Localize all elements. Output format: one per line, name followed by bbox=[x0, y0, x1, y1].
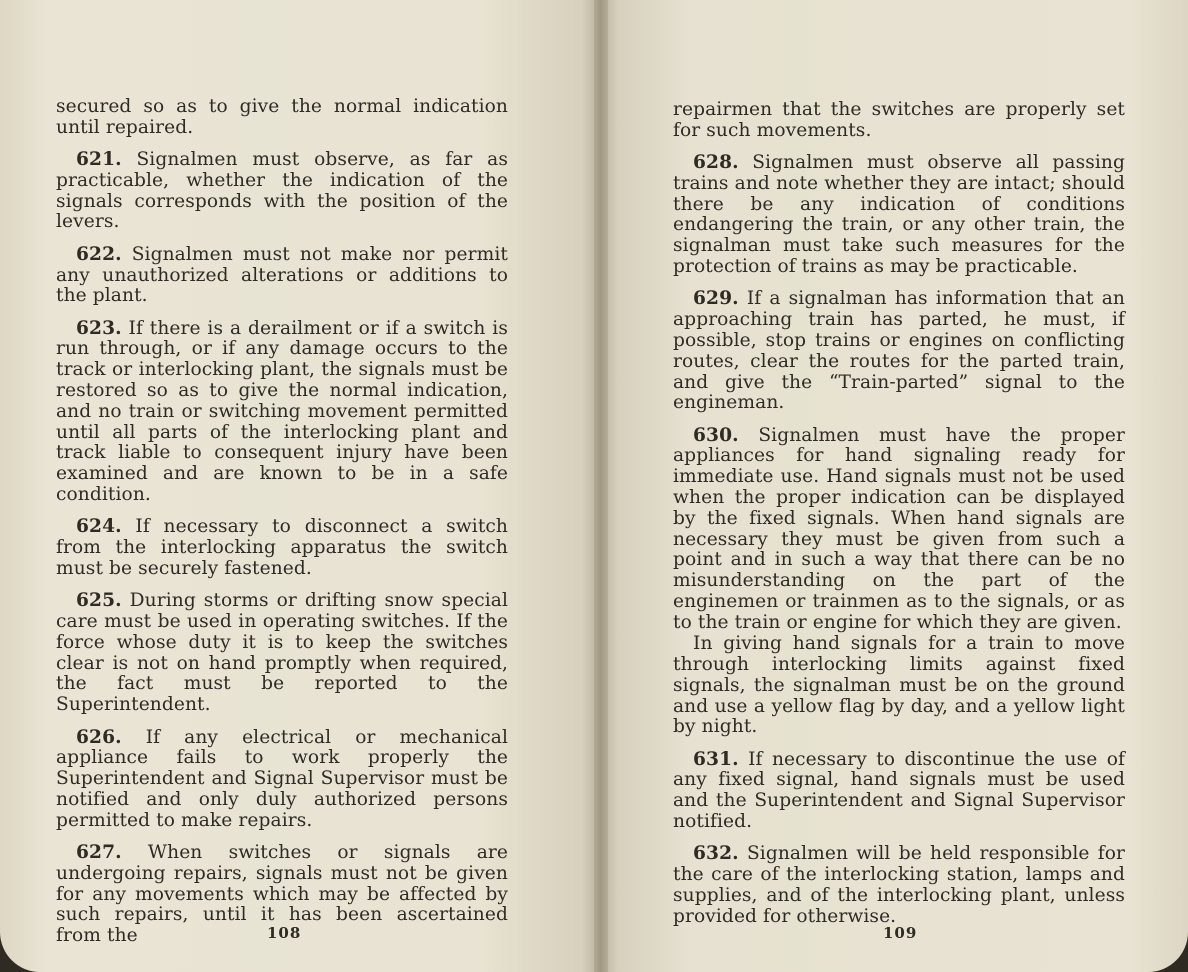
page-number: 109 bbox=[883, 924, 918, 942]
rule-text: repairmen that the switches are properly set for such movements. bbox=[673, 99, 1125, 141]
paragraph bbox=[673, 100, 1125, 142]
paragraph bbox=[56, 591, 508, 716]
right-page bbox=[600, 0, 1188, 972]
rule-text: If any electrical or mechanical appliance fails to work properly the Superintendent and Signal Supervisor must be notified and only duly authorized persons permitted to make repairs. bbox=[56, 726, 508, 831]
rule-number: 625. bbox=[76, 590, 122, 612]
rule-number: 622. bbox=[76, 243, 122, 265]
rule-text: If necessary to discontinue the use of any fixed signal, hand signals must be used and the Superintendent and Signal Supervisor notified. bbox=[673, 748, 1126, 832]
rule-number: 630. bbox=[693, 424, 739, 446]
paragraph bbox=[673, 153, 1125, 278]
book-spine-gutter bbox=[594, 0, 608, 972]
left-page-text bbox=[56, 97, 508, 958]
rule-number: 628. bbox=[693, 152, 739, 174]
rule-number: 631. bbox=[693, 748, 739, 770]
rule-text: If a signalman has information that an approaching train has parted, he must, if possible, stop trains or engines on conflicting routes, clear the routes for the parted train, and give the “Train-parted” signal to the engineman. bbox=[673, 288, 1125, 414]
rule-text: Signalmen must observe all passing trains and note whether they are intact; should there be any indication of conditions endangering the train, or any other train, the signalman must take such measures for the protection of trains as may be practicable. bbox=[673, 152, 1125, 278]
paragraph bbox=[673, 289, 1125, 414]
paragraph bbox=[56, 150, 508, 233]
paragraph bbox=[673, 426, 1125, 634]
paragraph bbox=[56, 728, 508, 832]
rule-text: When switches or signals are undergoing repairs, signals must not be given for any movements which may be affected by such repairs, until it has been ascertained from the bbox=[56, 842, 508, 947]
rule-text: During storms or drifting snow special care must be used in operating switches. If the force whose duty it is to keep the switches clear is not on hand promptly when required, the fact must be reported to the Superintendent. bbox=[56, 590, 508, 716]
rule-number: 623. bbox=[76, 317, 122, 339]
rule-number: 627. bbox=[76, 842, 122, 863]
rule-text: In giving hand signals for a train to move through interlocking limits against fixed signals, the signalman must be on the ground and use a yellow flag by day, and a yellow light by night. bbox=[673, 633, 1125, 738]
rule-text: If there is a derailment or if a switch is run through, or if any damage occurs to the track or interlocking plant, the signals must be restored so as to give the normal indication, and no train or switching movement permitted until all parts of the interlocking plant and track liable to consequent injury have been examined and are known to be in a safe condition. bbox=[56, 317, 508, 506]
paragraph bbox=[673, 750, 1125, 833]
rule-number: 632. bbox=[693, 843, 739, 865]
paragraph bbox=[56, 319, 508, 506]
rule-text: If necessary to disconnect a switch from the interlocking apparatus the switch must be securely fastened. bbox=[56, 516, 509, 579]
page-number: 108 bbox=[267, 924, 302, 942]
rule-text: Signalmen must not make nor permit any unauthorized alterations or additions to the plant. bbox=[56, 243, 508, 307]
rule-text: Signalmen will be held responsible for the care of the interlocking station, lamps and supplies, and of the interlocking plant, unless provided for otherwise. bbox=[673, 843, 1125, 927]
rule-number: 624. bbox=[76, 516, 122, 538]
paragraph bbox=[673, 844, 1125, 927]
rule-text: Signalmen must observe, as far as practicable, whether the indication of the signals corresponds with the position of the levers. bbox=[56, 149, 508, 233]
paragraph bbox=[56, 97, 508, 139]
paragraph bbox=[56, 517, 508, 579]
rule-number: 621. bbox=[76, 149, 122, 171]
paragraph bbox=[56, 245, 508, 307]
rule-number: 626. bbox=[76, 726, 122, 748]
right-page-text bbox=[673, 100, 1125, 939]
rule-text: secured so as to give the normal indication until repaired. bbox=[56, 96, 508, 138]
rule-text: Signalmen must have the proper appliances for hand signaling ready for immediate use. Hand signals must not be used when the proper indication can be displayed by the fixed signals. When hand signals are necessary they must be given from such a point and in such a way that there can be no misunderstanding on the part of the enginemen or trainmen as to the signals, or as to the train or engine for which they are given. bbox=[673, 424, 1125, 633]
paragraph bbox=[673, 634, 1125, 738]
rule-number: 629. bbox=[693, 288, 739, 310]
